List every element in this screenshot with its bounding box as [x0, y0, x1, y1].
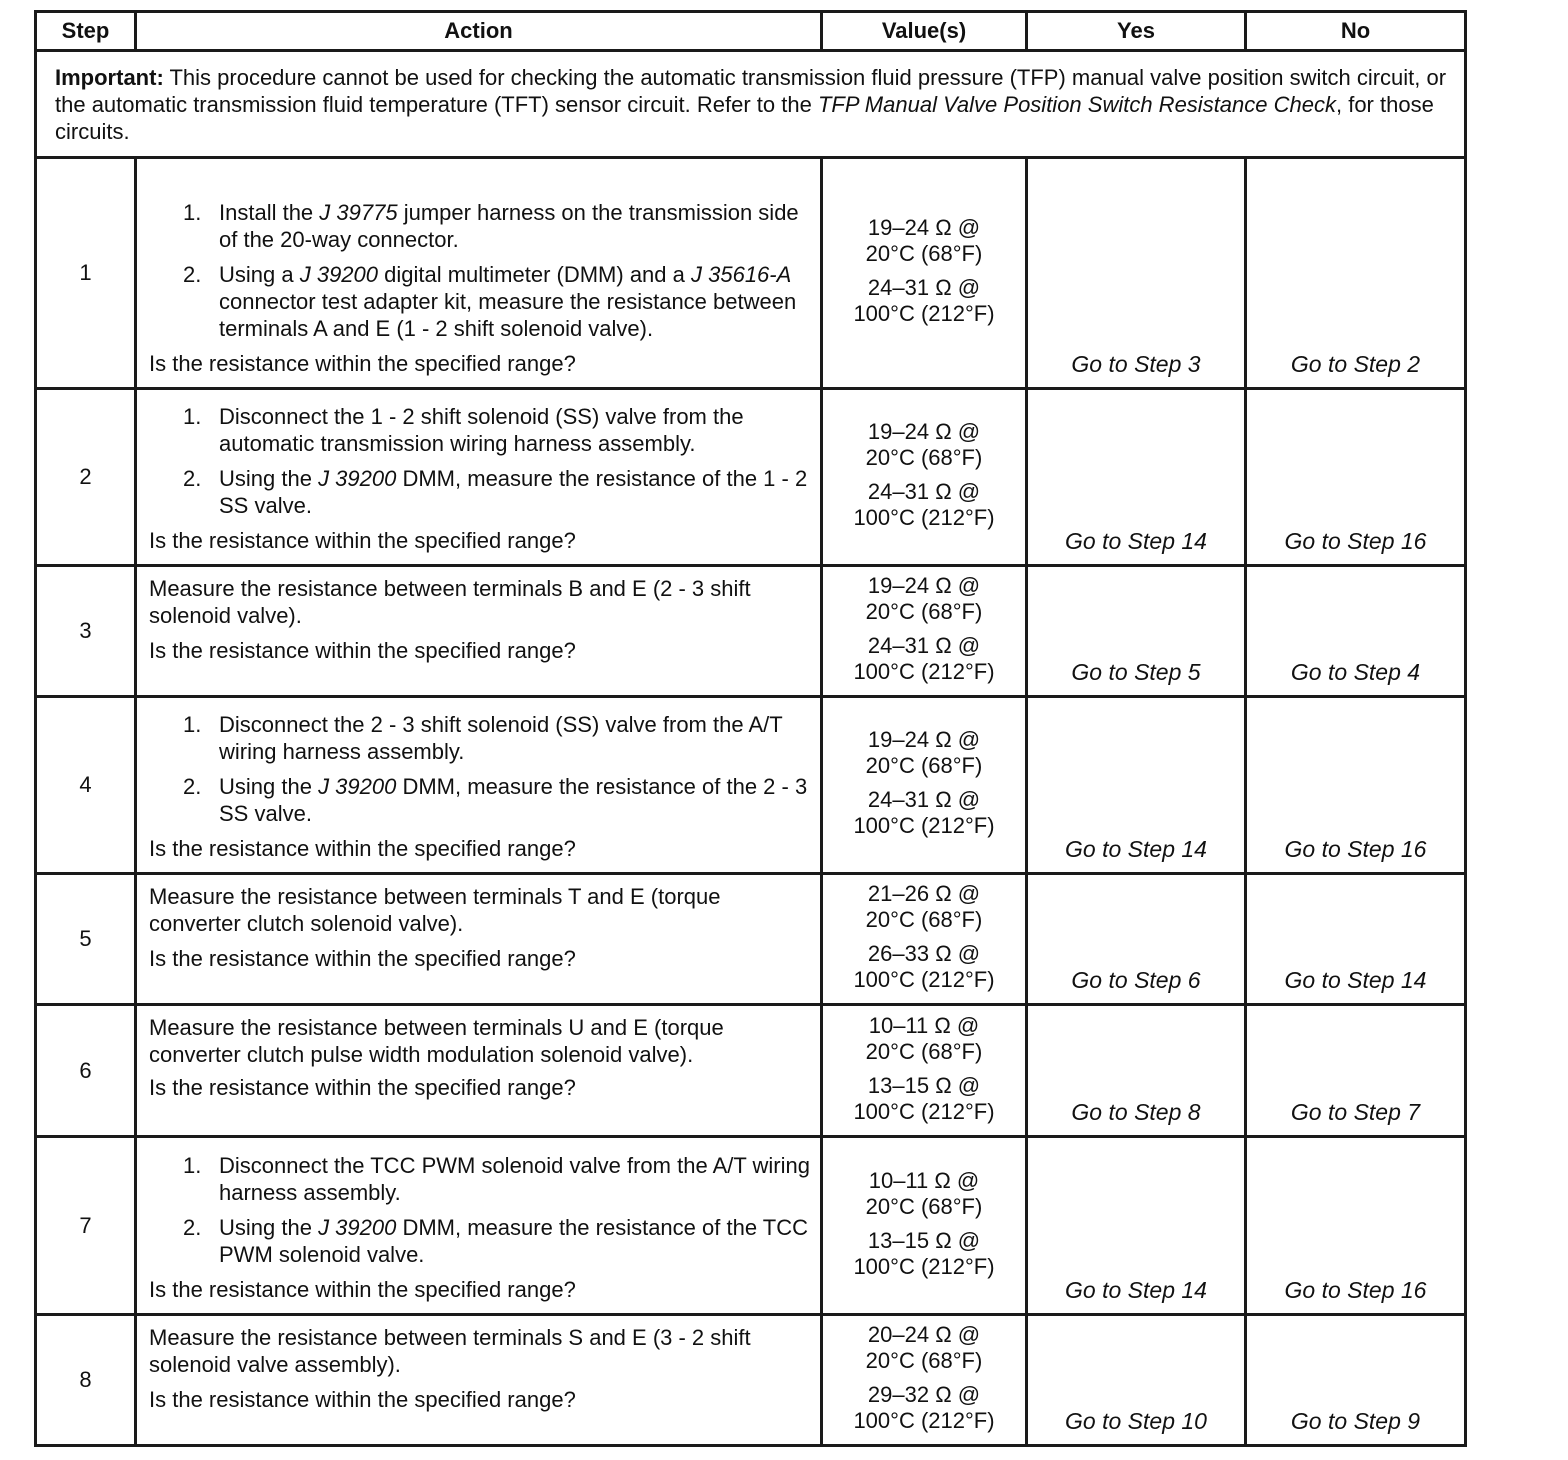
important-label: Important:	[55, 65, 164, 90]
list-item: 1. Install the J 39775 jumper harness on the transmission side of the 20-way connector.	[183, 200, 799, 252]
action-cell	[136, 389, 822, 566]
no-cell: Go to Step 4	[1246, 566, 1466, 697]
note-reference: TFP Manual Valve Position Switch Resistance Check	[817, 92, 1336, 117]
no-cell: Go to Step 9	[1246, 1315, 1466, 1446]
action-text: Measure the resistance between terminals B and E (2 - 3 shift solenoid valve).	[149, 576, 751, 628]
action-text: Measure the resistance between terminals S and E (3 - 2 shift solenoid valve assembly).	[149, 1325, 751, 1377]
yes-cell: Go to Step 14	[1027, 697, 1246, 874]
action-cell	[136, 158, 822, 389]
table-row	[36, 1005, 1466, 1137]
question-text: Is the resistance within the specified range?	[149, 836, 576, 861]
note-text-1: This procedure cannot be used for checking the automatic transmission fluid pressure (TFP) manual valve position switch circuit, or the automatic transmission fluid temperature (TFT) sensor circuit. Refer to the	[55, 65, 1447, 117]
action-cell	[136, 566, 822, 697]
table-row	[36, 158, 1466, 389]
action-cell	[136, 1005, 822, 1137]
value-cell: 20–24 Ω @ 20°C (68°F) 29–32 Ω @ 100°C (212°F)	[822, 1315, 1027, 1446]
value-cell: 19–24 Ω @ 20°C (68°F) 24–31 Ω @ 100°C (212°F)	[822, 566, 1027, 697]
value-cell: 10–11 Ω @ 20°C (68°F) 13–15 Ω @ 100°C (212°F)	[822, 1005, 1027, 1137]
list-item: 1. Disconnect the 1 - 2 shift solenoid (SS) valve from the automatic transmission wiring harness assembly.	[183, 404, 744, 456]
action-text: Measure the resistance between terminals T and E (torque converter clutch solenoid valve).	[149, 884, 721, 936]
action-text: Measure the resistance between terminals U and E (torque converter clutch pulse width modulation solenoid valve).	[149, 1015, 724, 1067]
yes-cell: Go to Step 10	[1027, 1315, 1246, 1446]
yes-cell: Go to Step 6	[1027, 874, 1246, 1005]
question-text: Is the resistance within the specified range?	[149, 351, 576, 376]
table-row	[36, 1315, 1466, 1446]
table-row	[36, 874, 1466, 1005]
list-item: 1. Disconnect the 2 - 3 shift solenoid (SS) valve from the A/T wiring harness assembly.	[183, 712, 783, 764]
action-cell	[136, 1137, 822, 1315]
question-text: Is the resistance within the specified range?	[149, 1277, 576, 1302]
value-cell: 21–26 Ω @ 20°C (68°F) 26–33 Ω @ 100°C (212°F)	[822, 874, 1027, 1005]
header-yes: Yes	[1027, 12, 1246, 51]
no-cell: Go to Step 16	[1246, 389, 1466, 566]
question-text: Is the resistance within the specified range?	[149, 528, 576, 553]
table-row	[36, 389, 1466, 566]
important-note	[36, 51, 1466, 158]
list-item: 2. Using the J 39200 DMM, measure the resistance of the 2 - 3 SS valve.	[183, 774, 808, 826]
yes-cell: Go to Step 8	[1027, 1005, 1246, 1137]
list-item: 2. Using the J 39200 DMM, measure the resistance of the TCC PWM solenoid valve.	[183, 1215, 808, 1267]
note-text-2: , for those circuits.	[55, 92, 1434, 144]
step-number: 2	[36, 389, 136, 566]
value-cell: 10–11 Ω @ 20°C (68°F) 13–15 Ω @ 100°C (212°F)	[822, 1137, 1027, 1315]
header-values: Value(s)	[822, 12, 1027, 51]
header-action: Action	[136, 12, 822, 51]
question-text: Is the resistance within the specified range?	[149, 946, 576, 971]
value-cell: 19–24 Ω @ 20°C (68°F) 24–31 Ω @ 100°C (212°F)	[822, 158, 1027, 389]
question-text: Is the resistance within the specified range?	[149, 1075, 576, 1100]
question-text: Is the resistance within the specified range?	[149, 638, 576, 663]
no-cell: Go to Step 14	[1246, 874, 1466, 1005]
step-number: 6	[36, 1005, 136, 1137]
list-item: 2. Using a J 39200 digital multimeter (DMM) and a J 35616-A connector test adapter kit, measure the resistance between terminals A and E (1 - 2 shift solenoid valve).	[183, 262, 797, 341]
no-cell: Go to Step 16	[1246, 697, 1466, 874]
question-text: Is the resistance within the specified range?	[149, 1387, 576, 1412]
yes-cell: Go to Step 3	[1027, 158, 1246, 389]
value-cell: 19–24 Ω @ 20°C (68°F) 24–31 Ω @ 100°C (212°F)	[822, 697, 1027, 874]
no-cell: Go to Step 2	[1246, 158, 1466, 389]
no-cell: Go to Step 16	[1246, 1137, 1466, 1315]
value-cell: 19–24 Ω @ 20°C (68°F) 24–31 Ω @ 100°C (212°F)	[822, 389, 1027, 566]
important-note-row	[36, 51, 1466, 158]
yes-cell: Go to Step 14	[1027, 1137, 1246, 1315]
step-number: 3	[36, 566, 136, 697]
table-row	[36, 1137, 1466, 1315]
step-number: 1	[36, 158, 136, 389]
action-cell	[136, 697, 822, 874]
header-row	[36, 12, 1466, 51]
yes-cell: Go to Step 14	[1027, 389, 1246, 566]
list-item: 2. Using the J 39200 DMM, measure the resistance of the 1 - 2 SS valve.	[183, 466, 808, 518]
step-number: 7	[36, 1137, 136, 1315]
step-number: 8	[36, 1315, 136, 1446]
table-row	[36, 697, 1466, 874]
procedure-table	[34, 10, 1467, 1447]
action-cell	[136, 874, 822, 1005]
step-number: 4	[36, 697, 136, 874]
step-number: 5	[36, 874, 136, 1005]
header-step: Step	[36, 12, 136, 51]
action-cell	[136, 1315, 822, 1446]
yes-cell: Go to Step 5	[1027, 566, 1246, 697]
list-item: 1. Disconnect the TCC PWM solenoid valve from the A/T wiring harness assembly.	[183, 1153, 810, 1205]
table-row	[36, 566, 1466, 697]
no-cell: Go to Step 7	[1246, 1005, 1466, 1137]
header-no: No	[1246, 12, 1466, 51]
